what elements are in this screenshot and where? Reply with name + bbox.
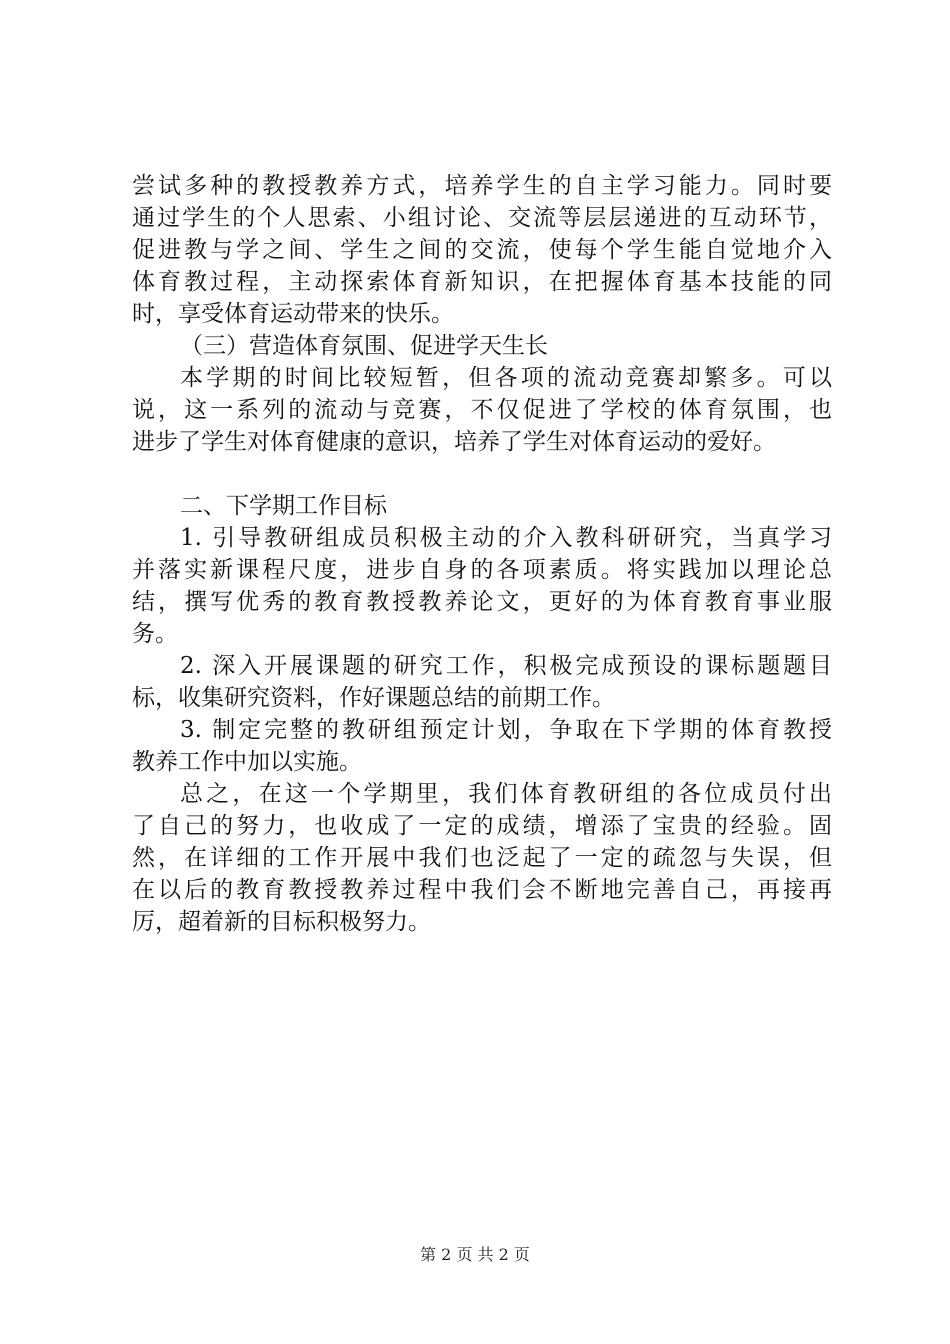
document-body: [132, 170, 832, 938]
blank-line: [132, 458, 832, 490]
list-item-line: 教养工作中加以实施。: [132, 749, 362, 775]
paragraph-line: 体育教过程，主动探索体育新知识，在把握体育基本技能的同: [132, 269, 832, 295]
list-item-line: 标，收集研究资料，作好课题总结的前期工作。: [132, 685, 615, 711]
paragraph-line: 然，在详细的工作开展中我们也泛起了一定的疏忽与失误，但: [132, 845, 832, 871]
list-item-line: 1. 引导教研组成员积极主动的介入教科研研究，当真学习: [180, 525, 832, 551]
paragraph-line: 了自己的努力，也收成了一定的成绩，增添了宝贵的经验。固: [132, 813, 832, 839]
page-number: 第 2 页 共 2 页: [420, 1245, 530, 1264]
paragraph-line: 厉，超着新的目标积极努力。: [132, 909, 431, 935]
paragraph-line: 总之，在这一个学期里，我们体育教研组的各位成员付出: [180, 781, 832, 807]
paragraph-line: 进步了学生对体育健康的意识，培养了学生对体育运动的爱好。: [132, 429, 776, 455]
list-item-line: 2. 深入开展课题的研究工作，积极完成预设的课标题题目: [180, 653, 832, 679]
paragraph-line: 本学期的时间比较短暂，但各项的流动竞赛却繁多。可以: [180, 365, 832, 391]
page-footer: [0, 1242, 950, 1265]
paragraph-line: 尝试多种的教授教养方式，培养学生的自主学习能力。同时要: [132, 173, 832, 199]
section-heading: （三）营造体育氛围、促进学天生长: [180, 333, 548, 359]
paragraph-line: 时，享受体育运动带来的快乐。: [132, 301, 454, 327]
list-item-line: 并落实新课程尺度，进步自身的各项素质。将实践加以理论总: [132, 557, 832, 583]
paragraph-line: 说，这一系列的流动与竞赛，不仅促进了学校的体育氛围，也: [132, 397, 832, 423]
list-item-line: 3. 制定完整的教研组预定计划，争取在下学期的体育教授: [180, 717, 832, 743]
paragraph-line: 在以后的教育教授教养过程中我们会不断地完善自己，再接再: [132, 877, 832, 903]
paragraph-line: 通过学生的个人思索、小组讨论、交流等层层递进的互动环节，: [132, 205, 832, 231]
section-heading: 二、下学期工作目标: [180, 493, 387, 519]
list-item-line: 结，撰写优秀的教育教授教养论文，更好的为体育教育事业服: [132, 589, 832, 615]
paragraph-line: 促进教与学之间、学生之间的交流，使每个学生能自觉地介入: [132, 237, 832, 263]
list-item-line: 务。: [132, 621, 178, 647]
